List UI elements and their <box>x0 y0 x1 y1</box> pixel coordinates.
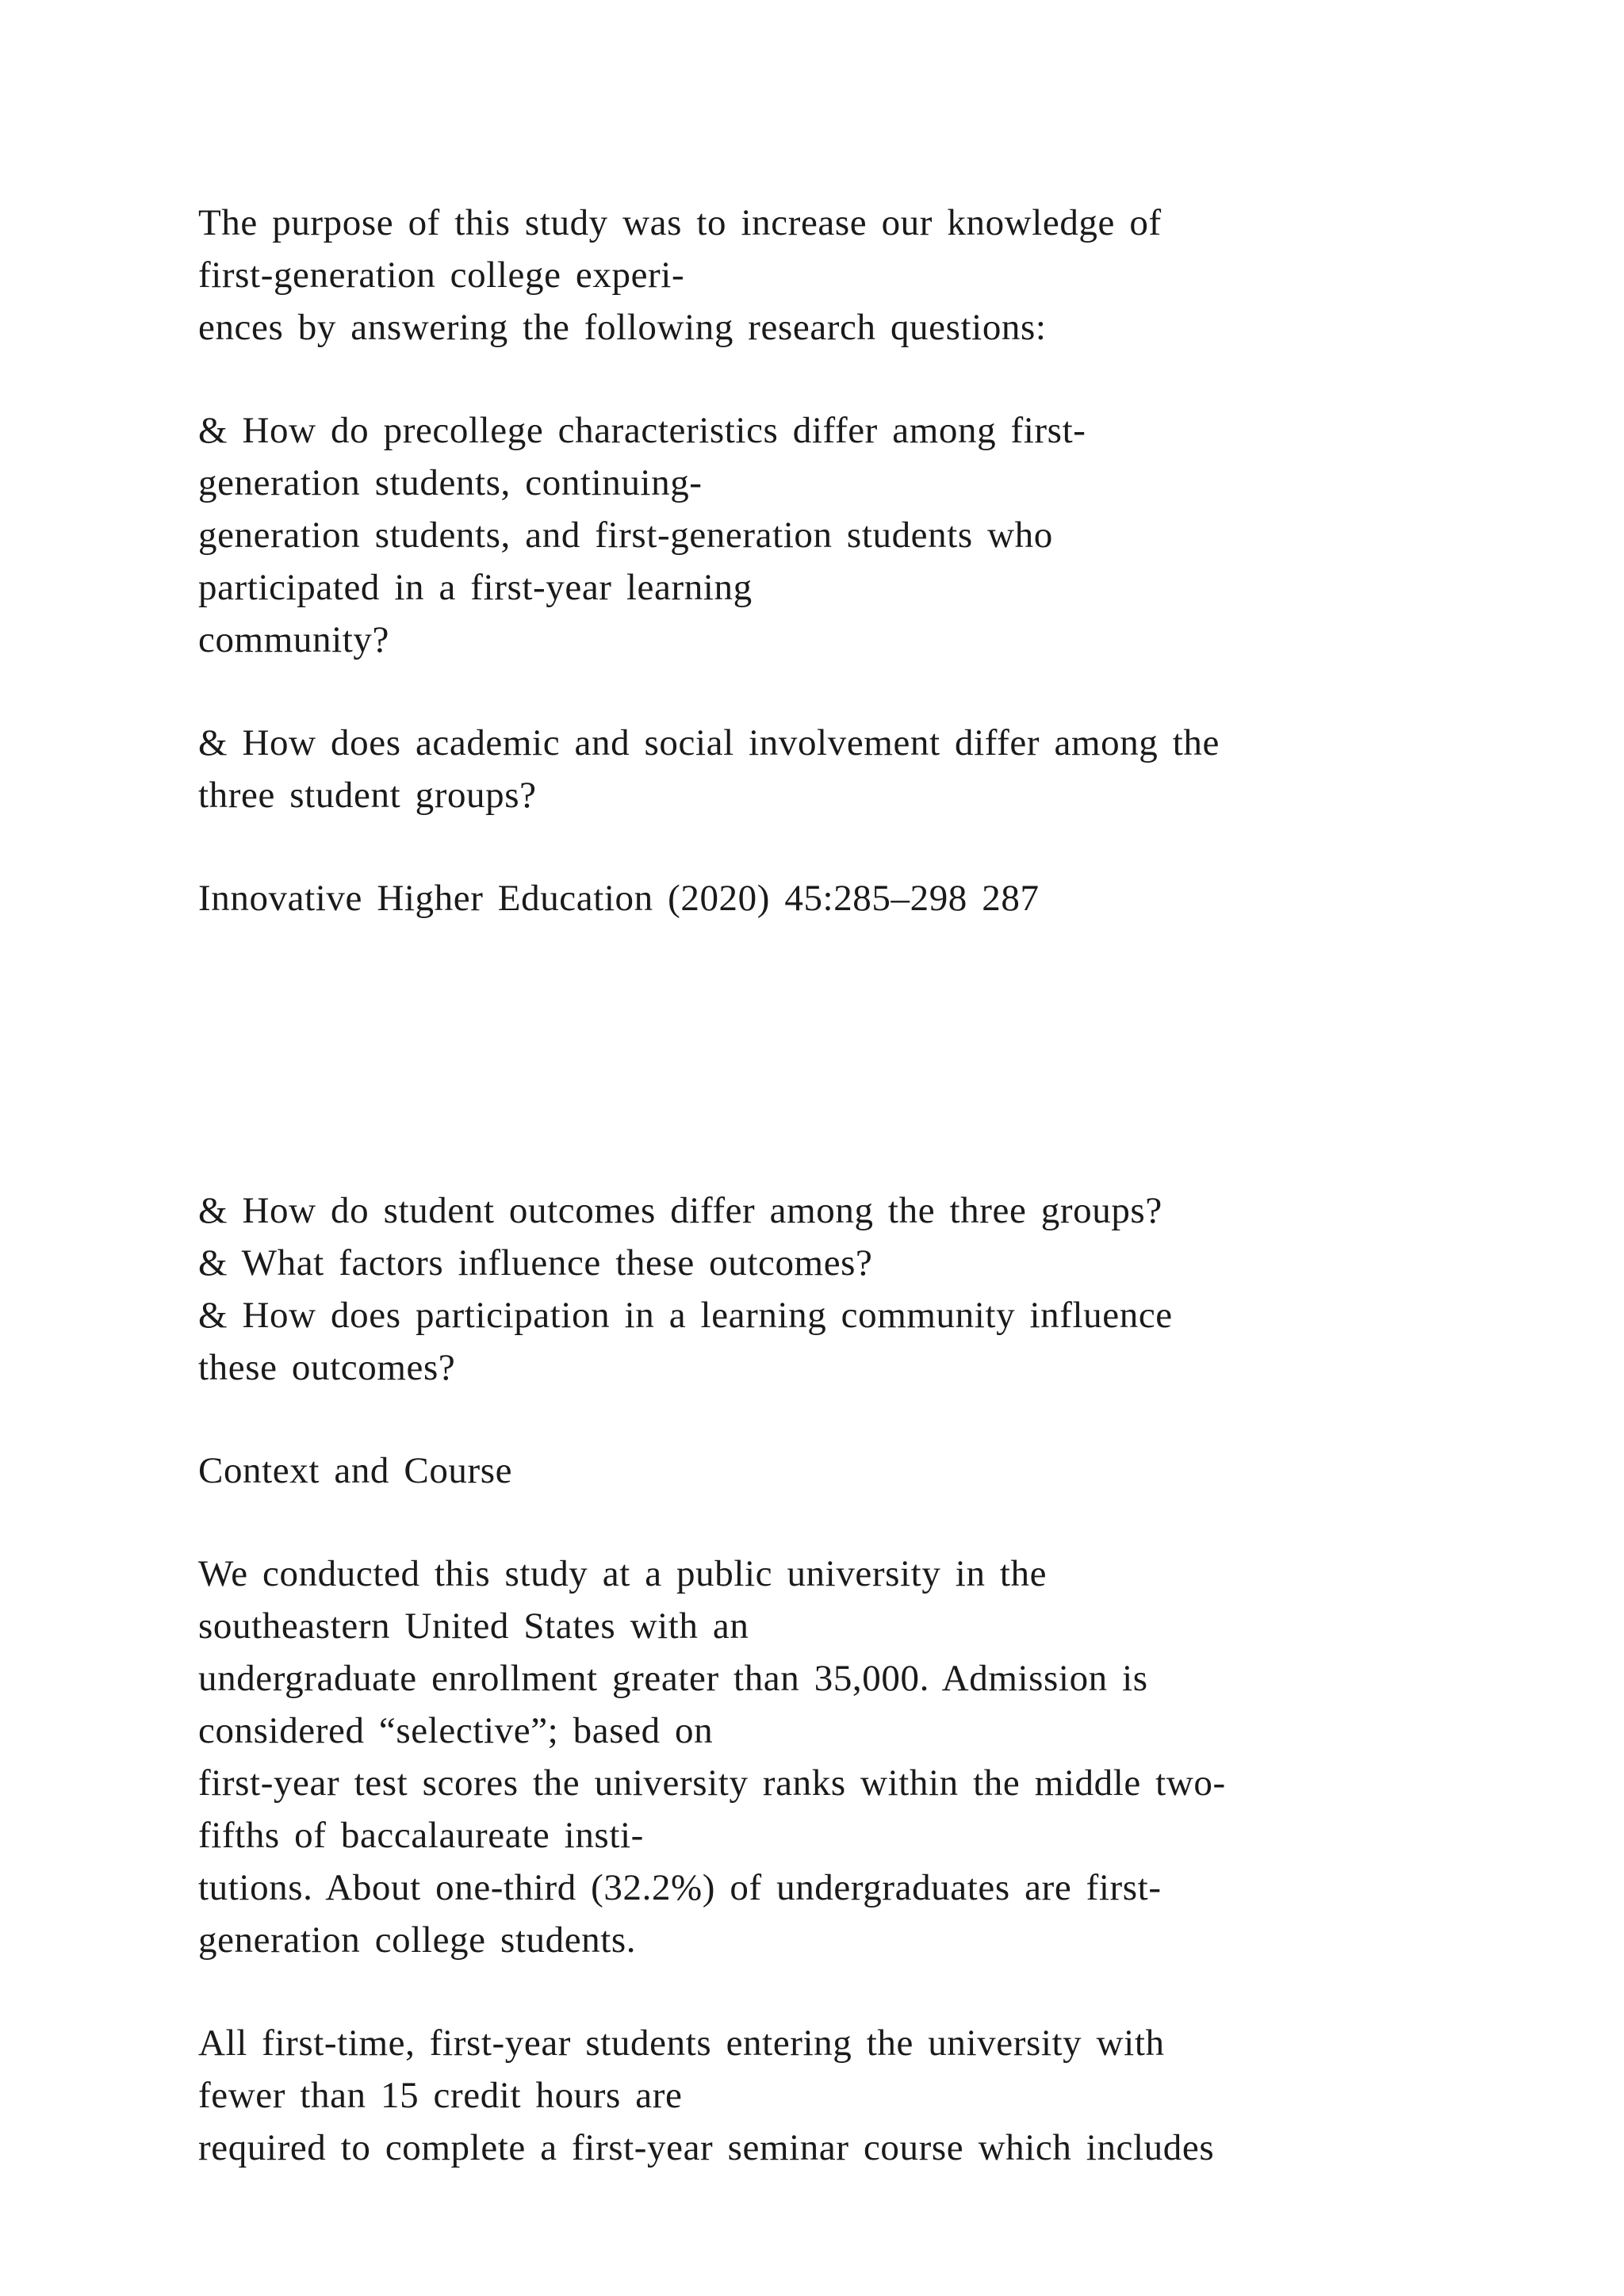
course-paragraph <box>198 2017 1507 2174</box>
text-line: southeastern United States with an <box>198 1605 749 1647</box>
text-line: & How does academic and social involvement differ among the <box>198 722 1220 763</box>
text-line: ences by answering the following research questions: <box>198 307 1047 348</box>
text-line: required to complete a first-year seminar course which includes <box>198 2127 1215 2168</box>
page-break-gap <box>198 924 1507 1184</box>
text-line: community? <box>198 619 389 660</box>
paragraph-gap <box>198 354 1507 404</box>
text-line: fifths of baccalaureate insti- <box>198 1815 644 1856</box>
paragraph-gap <box>198 821 1507 872</box>
paragraph-gap <box>198 1394 1507 1445</box>
research-question-1 <box>198 404 1507 666</box>
text-line: We conducted this study at a public university in the <box>198 1553 1048 1594</box>
text-line: three student groups? <box>198 775 537 816</box>
paragraph-gap <box>198 1966 1507 2017</box>
research-question-2 <box>198 717 1507 821</box>
text-line: participated in a first-year learning <box>198 567 753 608</box>
paragraph-gap <box>198 1497 1507 1548</box>
text-line: undergraduate enrollment greater than 35,000. Admission is <box>198 1658 1148 1699</box>
text-line: All first-time, first-year students entering the university with <box>198 2022 1165 2064</box>
text-line: generation students, continuing- <box>198 462 703 503</box>
text-line: & What factors influence these outcomes? <box>198 1242 873 1284</box>
text-line: first-year test scores the university ranks within the middle two- <box>198 1762 1226 1804</box>
document-page <box>198 197 1507 2174</box>
intro-paragraph <box>198 197 1507 354</box>
text-line: generation students, and first-generation students who <box>198 515 1053 556</box>
text-line: considered “selective”; based on <box>198 1710 714 1751</box>
text-line: first-generation college experi- <box>198 254 685 296</box>
section-heading: Context and Course <box>198 1450 513 1491</box>
context-paragraph <box>198 1548 1507 1966</box>
text-line: & How does participation in a learning community influence <box>198 1295 1173 1336</box>
text-line: fewer than 15 credit hours are <box>198 2075 683 2116</box>
text-line: generation college students. <box>198 1919 637 1961</box>
text-line: & How do precollege characteristics differ among first- <box>198 410 1086 451</box>
text-line: tutions. About one-third (32.2%) of undergraduates are first- <box>198 1867 1162 1908</box>
text-line: these outcomes? <box>198 1347 456 1388</box>
running-footer: Innovative Higher Education (2020) 45:285–298 287 <box>198 878 1040 919</box>
paragraph-gap <box>198 666 1507 717</box>
research-questions-continued <box>198 1184 1507 1394</box>
text-line: The purpose of this study was to increase our knowledge of <box>198 202 1162 243</box>
text-line: & How do student outcomes differ among the three groups? <box>198 1190 1162 1231</box>
